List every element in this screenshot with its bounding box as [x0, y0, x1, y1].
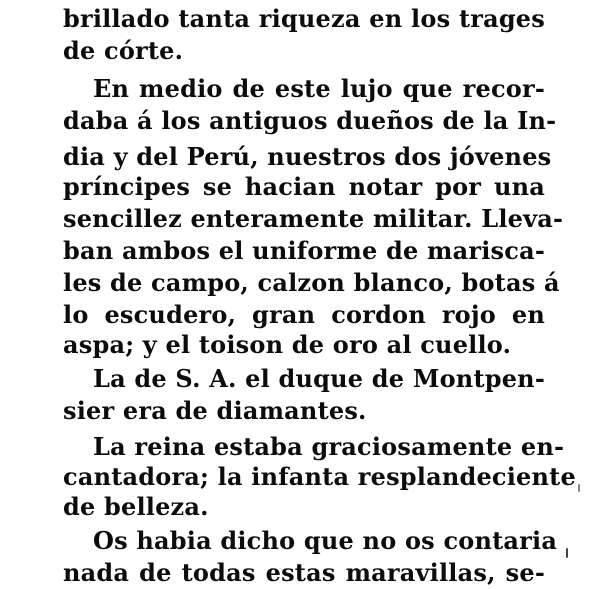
- text-line: aspa; y el toison de oro al cuello.: [63, 330, 512, 359]
- text-line: La de S. A. el duque de Montpen-: [93, 364, 545, 393]
- text-line: nada de todas estas maravillas, se-: [63, 558, 545, 587]
- text-line: les de campo, calzon blanco, botas á: [63, 268, 560, 297]
- text-line: ban ambos el uniforme de mariscа-: [63, 236, 545, 265]
- text-line: La reina estaba graciosamente en-: [93, 432, 565, 461]
- text-line: lo escudero, gran cordon rojo en: [63, 300, 545, 329]
- text-line: sier era de diamantes.: [63, 396, 367, 425]
- text-line: sencillez enteramente militar. Lleva-: [63, 204, 564, 233]
- edge-mark: [578, 484, 580, 492]
- text-line: brillado tanta riqueza en los trages: [63, 4, 545, 33]
- text-line: de córte.: [63, 36, 184, 65]
- text-line: En medio de este lujo que recor-: [93, 74, 545, 103]
- text-line: dia y del Perú, nuestros dos jóvenes: [63, 142, 552, 171]
- text-line: de belleza.: [63, 492, 209, 521]
- text-line: daba á los antiguos dueños de la In-: [63, 106, 557, 135]
- edge-mark: [566, 548, 568, 558]
- text-line: Os habia dicho que no os contaria: [93, 526, 558, 555]
- text-line: príncipes se hacian notar por una: [63, 172, 545, 201]
- text-line: cantadora; la infanta resplandeciente: [63, 462, 576, 491]
